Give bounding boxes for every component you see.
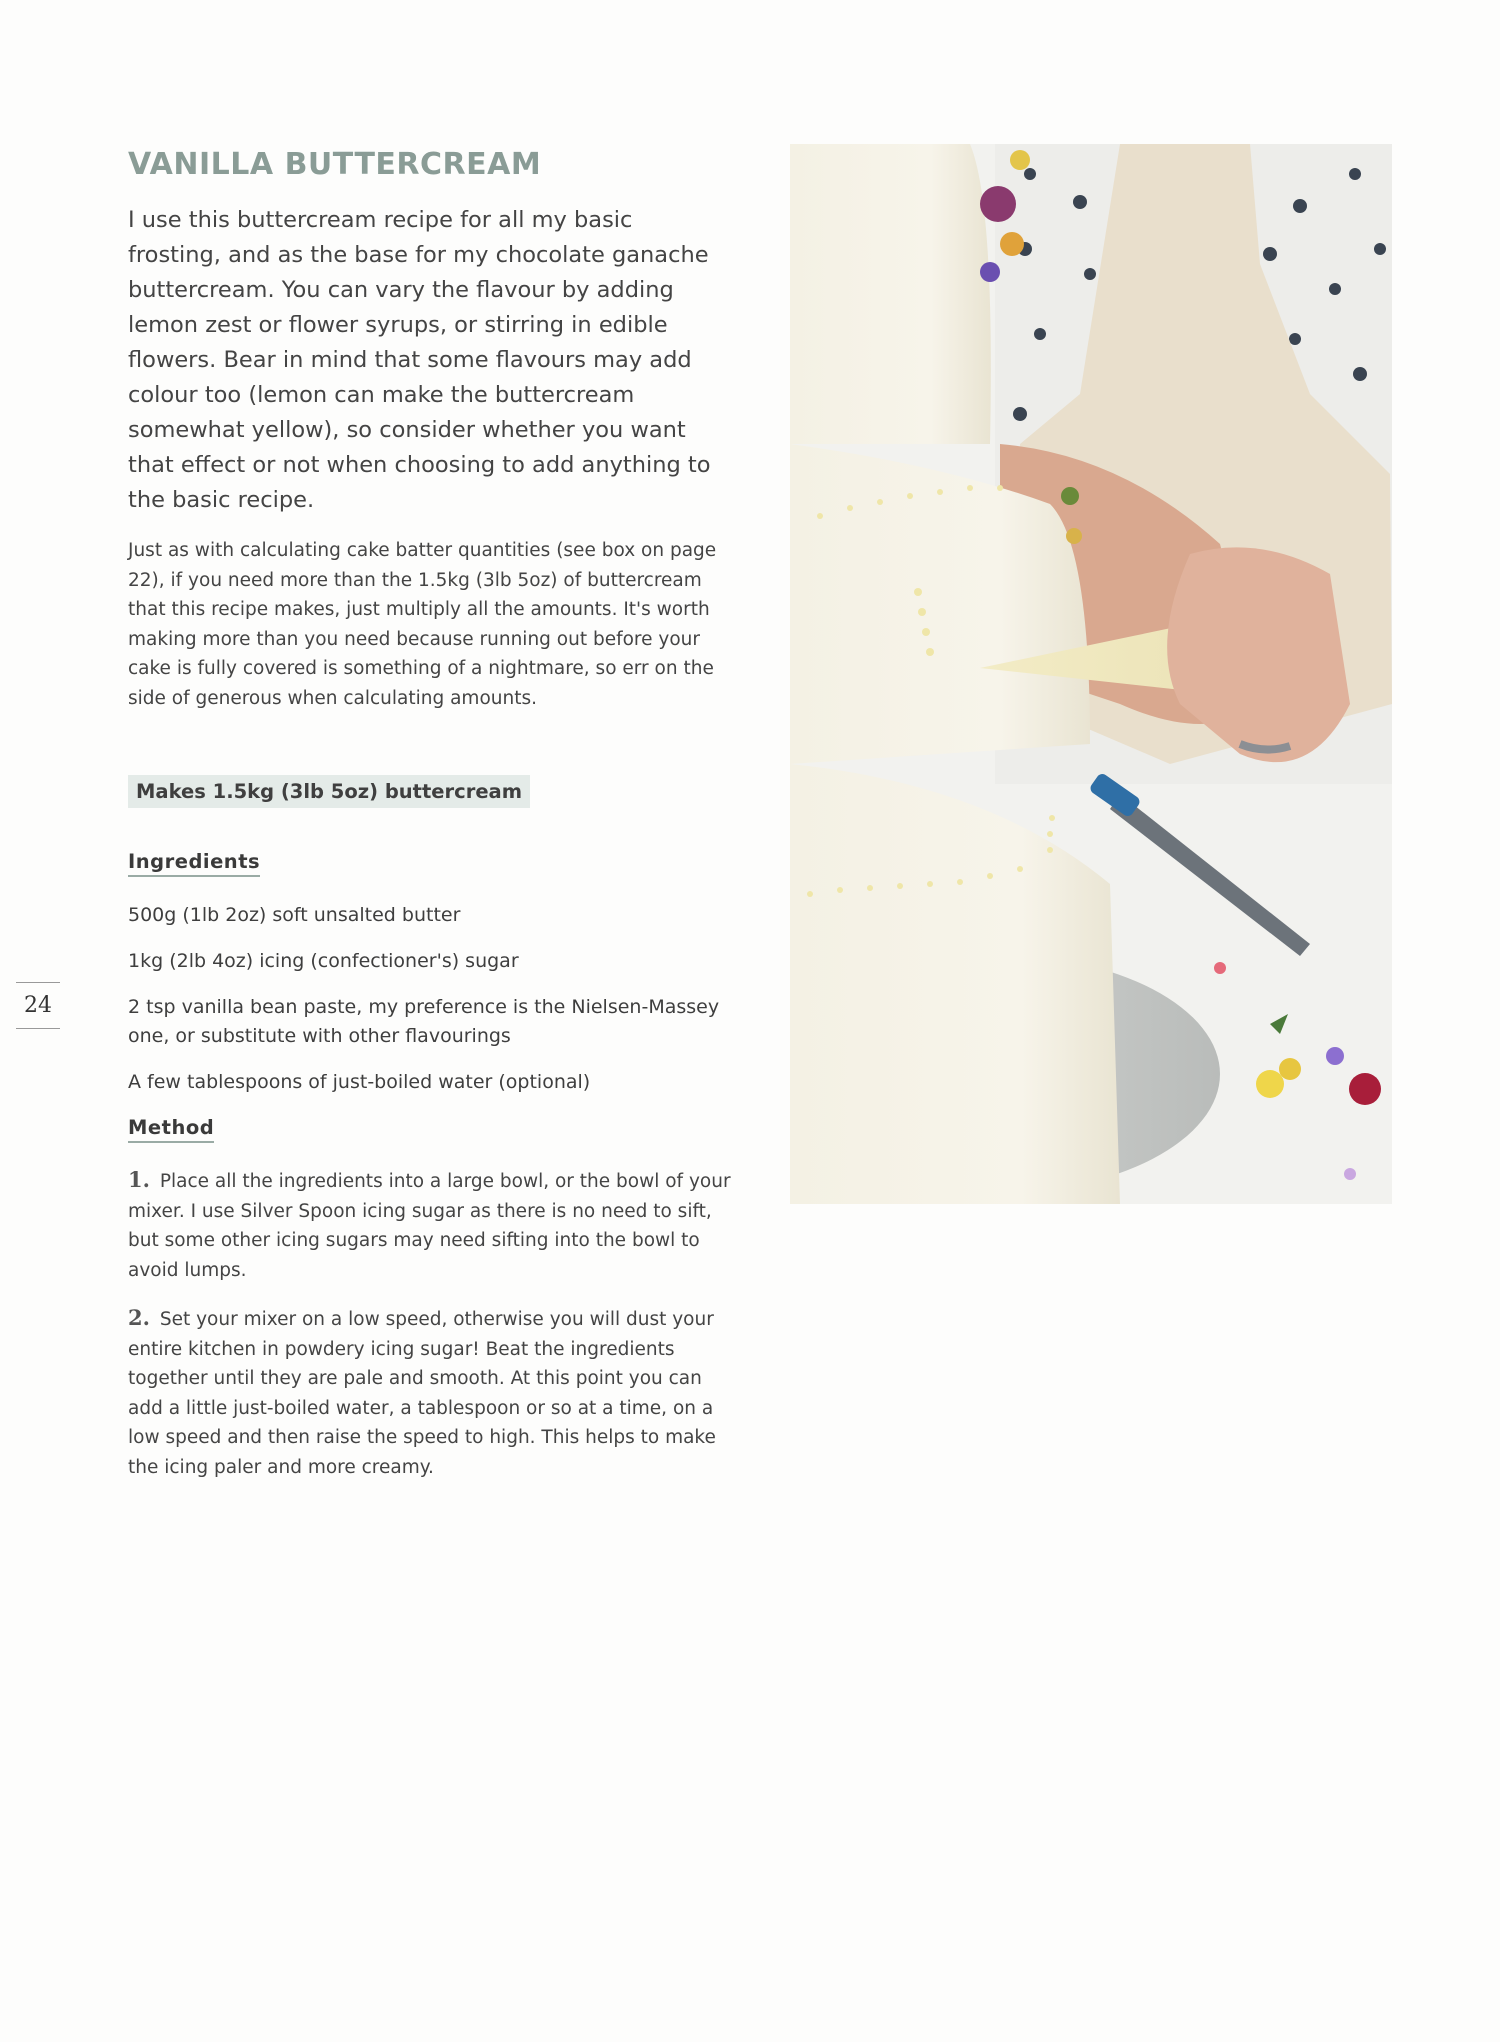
method-heading: Method bbox=[128, 1116, 214, 1143]
ingredients-heading: Ingredients bbox=[128, 850, 260, 877]
yield-badge: Makes 1.5kg (3lb 5oz) buttercream bbox=[128, 775, 530, 808]
step-text: Place all the ingredients into a large bowl, or the bowl of your mixer. I use Silver Spoon icing sugar as there is no need to sift, but some other icing sugars may need sifting into the bowl to avoid lumps. bbox=[128, 1171, 731, 1281]
recipe-title: VANILLA BUTTERCREAM bbox=[128, 147, 542, 182]
ingredients-list bbox=[128, 901, 732, 1097]
recipe-note: Just as with calculating cake batter quantities (see box on page 22), if you need more than the 1.5kg (3lb 5oz) of buttercream that this recipe makes, just multiply all the amounts. It's worth making more than you need because running out before your cake is fully covered is something of a nightmare, so err on the side of generous when calculating amounts. bbox=[128, 540, 717, 709]
recipe-intro: I use this buttercream recipe for all my basic frosting, and as the base for my chocolate ganache buttercream. You can vary the flavour by adding lemon zest or flower syrups, or stirring in edible flowers. Bear in mind that some flavours may add colour too (lemon can make the buttercream somewhat yellow), so consider whether you want that effect or not when choosing to add anything to the basic recipe. bbox=[128, 207, 711, 513]
cake-decorating-photo bbox=[790, 144, 1392, 1204]
recipe-column bbox=[128, 148, 732, 1500]
ingredient-item: 2 tsp vanilla bean paste, my preference is the Nielsen-Massey one, or substitute with other flavourings bbox=[128, 996, 720, 1047]
method-steps bbox=[128, 1165, 732, 1482]
step-number: 2. bbox=[128, 1305, 150, 1330]
method-step bbox=[128, 1165, 732, 1285]
ingredient-item: 1kg (2lb 4oz) icing (confectioner's) sugar bbox=[128, 950, 519, 972]
step-text: Set your mixer on a low speed, otherwise you will dust your entire kitchen in powdery icing sugar! Beat the ingredients together until they are pale and smooth. At this point you can add a little just-boiled water, a tablespoon or so at a time, on a low speed and then raise the speed to high. This helps to make the icing paler and more creamy. bbox=[128, 1309, 716, 1478]
ingredient-item: 500g (1lb 2oz) soft unsalted butter bbox=[128, 904, 461, 926]
method-step bbox=[128, 1303, 732, 1482]
step-number: 1. bbox=[128, 1167, 150, 1192]
ingredient-item: A few tablespoons of just-boiled water (optional) bbox=[128, 1071, 591, 1093]
page-number-rule-bottom bbox=[16, 1028, 60, 1029]
page-number: 24 bbox=[24, 993, 52, 1018]
page-number-block bbox=[16, 982, 60, 1029]
